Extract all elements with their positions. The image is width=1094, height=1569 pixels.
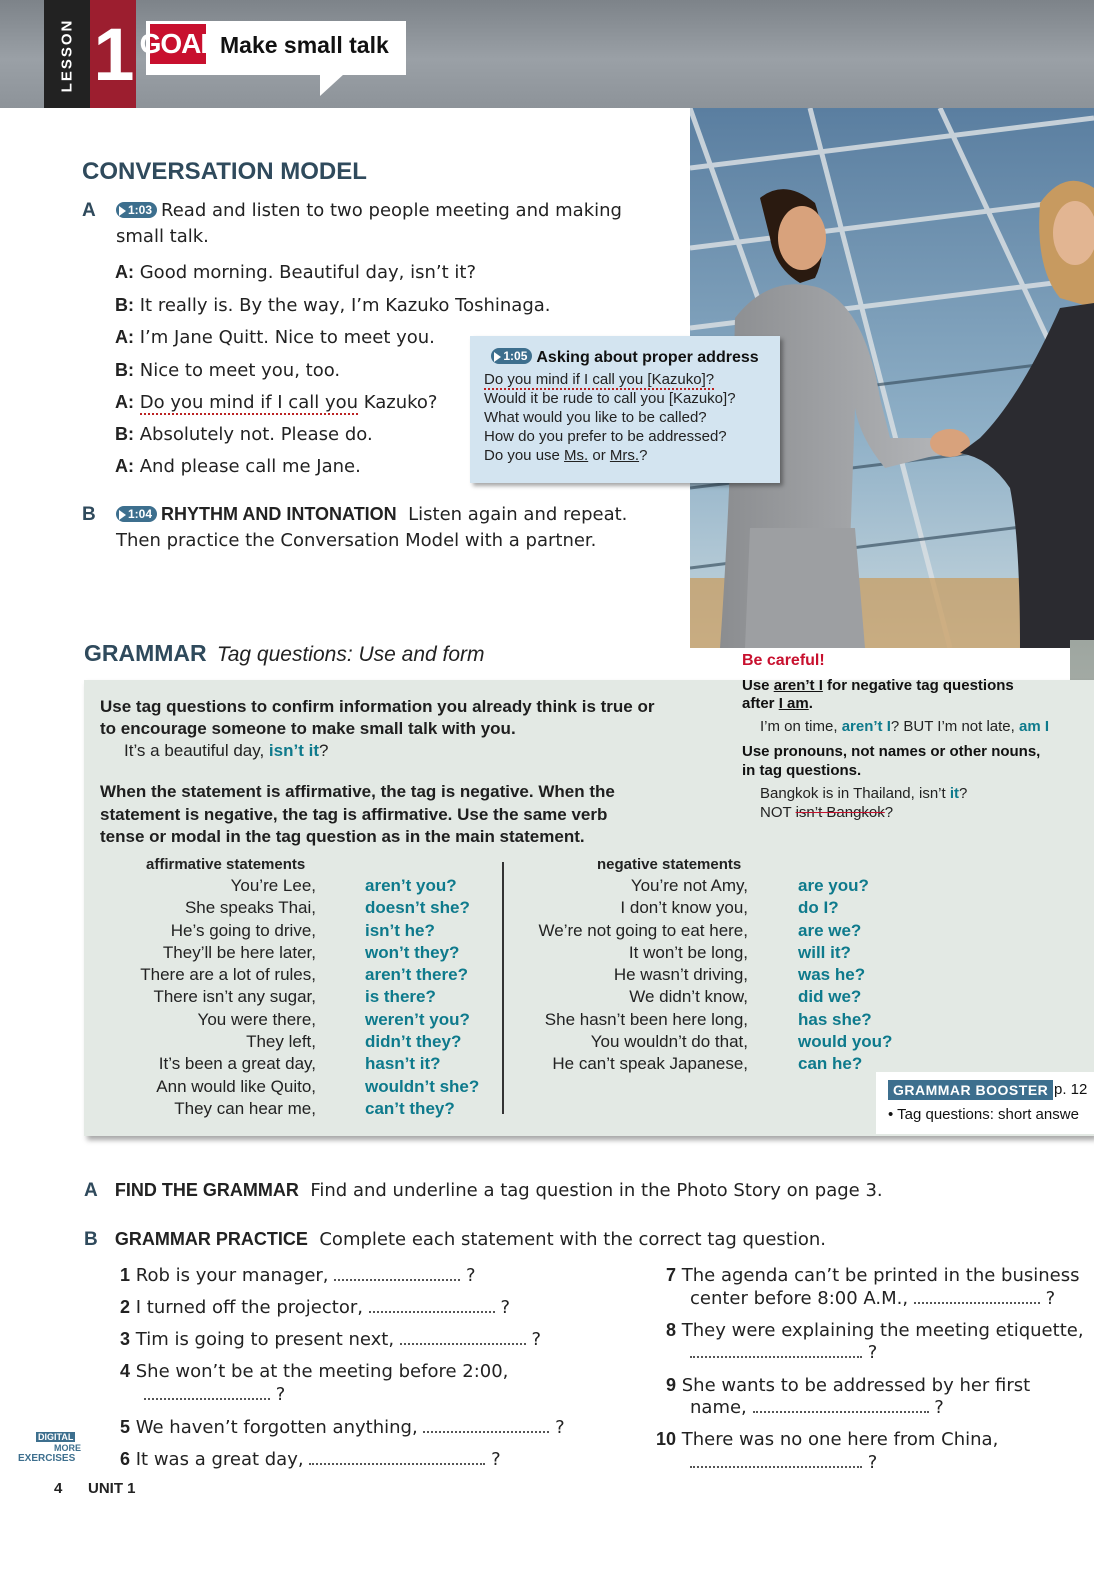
affirmative-tags — [365, 875, 500, 1120]
conversation-line-1: A: Good morning. Beautiful day, isn’t it? — [115, 262, 477, 283]
unit-label: UNIT 1 — [88, 1480, 136, 1497]
affirmative-statement: You were there, — [197, 1009, 316, 1029]
careful-rule-1-line-2: after I am. — [742, 695, 813, 712]
conversation-line-6: B: Absolutely not. Please do. — [115, 424, 373, 445]
answer-blank[interactable] — [144, 1386, 270, 1400]
affirmative-tag: didn’t they? — [365, 1032, 462, 1052]
exercise-letter-a: A — [82, 200, 96, 221]
goal-bubble-tail — [320, 74, 344, 96]
answer-blank[interactable] — [690, 1344, 862, 1358]
grammar-rule-1: When the statement is affirmative, the tag is negative. When the — [100, 782, 615, 801]
practice-item-7-line-2: center before 8:00 A.M., ? — [690, 1288, 1056, 1309]
conversation-instruction: 1:03 Read and listen to two people meeting and making — [116, 200, 622, 221]
affirmative-tag: aren’t there? — [365, 965, 468, 985]
find-grammar-exercise: A FIND THE GRAMMAR Find and underline a tag question in the Photo Story on page 3. — [84, 1180, 883, 1201]
conversation-line-3: A: I’m Jane Quitt. Nice to meet you. — [115, 327, 435, 348]
careful-rule-2: Use pronouns, not names or other nouns, — [742, 743, 1041, 760]
careful-rule-1: Use aren’t I for negative tag questions — [742, 677, 1014, 694]
address-line-3: What would you like to be called? — [484, 409, 707, 426]
negative-statement: We didn’t know, — [629, 987, 748, 1007]
grammar-booster-page: p. 12 — [1054, 1081, 1088, 1098]
practice-item-8-blank: ? — [690, 1342, 877, 1363]
grammar-booster-item: • Tag questions: short answe — [888, 1106, 1079, 1123]
audio-play-icon[interactable]: 1:03 — [116, 202, 157, 218]
affirmative-tag: hasn’t it? — [365, 1054, 441, 1074]
conversation-line-7: A: And please call me Jane. — [115, 456, 361, 477]
careful-rule-2-line-2: in tag questions. — [742, 762, 862, 779]
practice-item-4: 4 She won’t be at the meeting before 2:00, — [120, 1361, 509, 1382]
affirmative-statement: They can hear me, — [174, 1098, 316, 1118]
affirmative-statement: He’s going to drive, — [170, 920, 316, 940]
affirmative-statement: They’ll be here later, — [162, 942, 316, 962]
be-careful-title: Be careful! — [742, 652, 825, 669]
affirmative-tag: is there? — [365, 987, 436, 1007]
grammar-practice-exercise: B GRAMMAR PRACTICE Complete each statement with the correct tag question. — [84, 1229, 826, 1250]
goal-text: Make small talk — [220, 32, 389, 58]
audio-play-icon[interactable]: 1:05 — [491, 348, 532, 364]
affirmative-statement: They left, — [246, 1032, 316, 1052]
digital-more-label[interactable]: MORE — [54, 1443, 81, 1453]
negative-statement: It won’t be long, — [628, 942, 748, 962]
negative-tag: do I? — [798, 898, 839, 918]
practice-item-9: 9 She wants to be addressed by her first — [666, 1375, 1031, 1396]
practice-item-4-blank: ? — [144, 1384, 285, 1405]
affirmative-tag: isn’t he? — [365, 920, 435, 940]
rhythm-instruction: 1:04 RHYTHM AND INTONATION Listen again and repeat. — [116, 504, 627, 525]
conversation-model-title: CONVERSATION MODEL — [82, 158, 367, 185]
negative-statement: You wouldn’t do that, — [590, 1032, 748, 1052]
affirmative-tag: weren’t you? — [365, 1009, 470, 1029]
answer-blank[interactable] — [334, 1267, 460, 1281]
conversation-line-5: A: Do you mind if I call you Kazuko? — [115, 392, 438, 413]
digital-label[interactable]: DIGITAL — [38, 1432, 74, 1442]
affirmative-statements — [100, 875, 316, 1120]
negative-statement: You’re not Amy, — [630, 876, 748, 895]
negative-tag: will it? — [798, 942, 851, 962]
affirmative-statement: She speaks Thai, — [184, 898, 316, 918]
negative-header: negative statements — [597, 856, 742, 873]
affirmative-statement: There isn’t any sugar, — [153, 987, 316, 1007]
audio-play-icon[interactable]: 1:04 — [116, 506, 157, 522]
address-line-4: How do you prefer to be addressed? — [484, 428, 727, 445]
negative-tag: did we? — [798, 987, 862, 1007]
table-divider — [502, 862, 504, 1114]
answer-blank[interactable] — [914, 1290, 1040, 1304]
digital-exercises-label[interactable]: EXERCISES — [18, 1453, 76, 1464]
grammar-booster-label[interactable]: GRAMMAR BOOSTER — [888, 1080, 1053, 1100]
affirmative-tag: aren’t you? — [365, 876, 457, 895]
conversation-instruction-2: small talk. — [116, 226, 209, 247]
affirmative-tag: wouldn’t she? — [365, 1076, 480, 1096]
practice-item-6: 6 It was a great day, ? — [120, 1449, 501, 1470]
answer-blank[interactable] — [400, 1331, 526, 1345]
practice-item-2: 2 I turned off the projector, ? — [120, 1297, 510, 1318]
grammar-rule-3: tense or modal in the tag question as in the main statement. — [100, 827, 585, 846]
conversation-line-4: B: Nice to meet you, too. — [115, 360, 341, 381]
grammar-heading: GRAMMAR Tag questions: Use and form — [84, 640, 485, 666]
negative-tags — [798, 875, 908, 1076]
negative-statement: She hasn’t been here long, — [544, 1009, 748, 1029]
affirmative-tag: can’t they? — [365, 1098, 455, 1118]
practice-item-10-blank: ? — [690, 1452, 877, 1473]
address-line-2: Would it be rude to call you [Kazuko]? — [484, 390, 736, 407]
negative-statements — [508, 875, 748, 1076]
negative-tag: was he? — [798, 965, 866, 985]
affirmative-tag: doesn’t she? — [365, 898, 470, 918]
address-box-title: 1:05 Asking about proper address — [484, 348, 766, 367]
practice-item-3: 3 Tim is going to present next, ? — [120, 1329, 542, 1350]
lesson-number: 1 — [90, 0, 136, 108]
grammar-intro-2: to encourage someone to make small talk with you. — [100, 719, 516, 738]
negative-tag: are you? — [798, 876, 869, 895]
negative-tag: would you? — [798, 1032, 893, 1052]
address-line-1: Do you mind if I call you [Kazuko]? — [484, 371, 715, 388]
careful-example-3: NOT isn’t Bangkok? — [760, 804, 894, 821]
negative-statement: I don’t know you, — [620, 898, 748, 918]
practice-item-7: 7 The agenda can’t be printed in the business — [666, 1265, 1080, 1286]
affirmative-statement: You’re Lee, — [230, 876, 316, 895]
affirmative-tag: won’t they? — [365, 942, 460, 962]
answer-blank[interactable] — [369, 1299, 495, 1313]
answer-blank[interactable] — [309, 1451, 485, 1465]
practice-item-1: 1 Rob is your manager, ? — [120, 1265, 476, 1286]
page-number: 4 — [54, 1480, 63, 1497]
grammar-rule-2: statement is negative, the tag is affirmative. Use the same verb — [100, 805, 608, 824]
affirmative-header: affirmative statements — [146, 856, 306, 873]
practice-item-10: 10 There was no one here from China, — [656, 1429, 999, 1450]
negative-tag: can he? — [798, 1054, 863, 1074]
answer-blank[interactable] — [753, 1399, 929, 1413]
negative-tag: has she? — [798, 1009, 872, 1029]
exercise-letter-b: B — [82, 504, 96, 525]
grammar-example: It’s a beautiful day, isn’t it? — [124, 741, 329, 760]
lesson-word: LESSON — [58, 18, 76, 92]
answer-blank[interactable] — [423, 1419, 549, 1433]
careful-example-1: I’m on time, aren’t I? BUT I’m not late, am I — [760, 718, 1049, 735]
affirmative-statement: Ann would like Quito, — [156, 1076, 316, 1096]
negative-statement: He wasn’t driving, — [613, 965, 748, 985]
goal-label: GOAL — [150, 24, 206, 64]
rhythm-instruction-2: Then practice the Conversation Model with a partner. — [116, 530, 597, 551]
negative-statement: We’re not going to eat here, — [538, 920, 748, 940]
practice-item-9-line-2: name, ? — [690, 1397, 944, 1418]
affirmative-statement: There are a lot of rules, — [140, 965, 316, 985]
careful-example-2: Bangkok is in Thailand, isn’t it? — [760, 785, 968, 802]
practice-item-5: 5 We haven’t forgotten anything, ? — [120, 1417, 565, 1438]
negative-tag: are we? — [798, 920, 862, 940]
practice-item-8: 8 They were explaining the meeting etiquette, — [666, 1320, 1084, 1341]
grammar-intro-1: Use tag questions to confirm information you already think is true or — [100, 697, 655, 716]
conversation-line-2: B: It really is. By the way, I’m Kazuko Toshinaga. — [115, 295, 551, 316]
address-box — [470, 336, 780, 483]
affirmative-statement: It’s been a great day, — [158, 1054, 316, 1074]
negative-statement: He can’t speak Japanese, — [552, 1054, 748, 1074]
answer-blank[interactable] — [690, 1454, 862, 1468]
address-line-5: Do you use Ms. or Mrs.? — [484, 447, 648, 464]
